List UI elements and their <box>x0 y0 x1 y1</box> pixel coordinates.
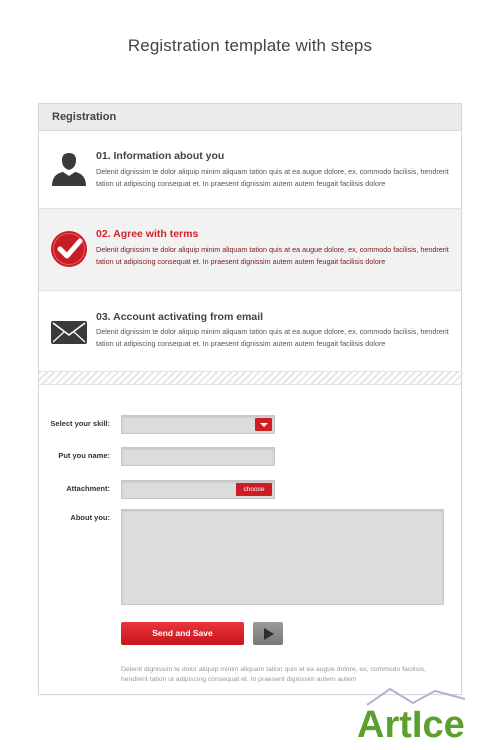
play-icon[interactable] <box>253 622 283 645</box>
step-description: Delenit dignissim te dolor aliquip minim aliquam tation quis at ea augue dolore, ex, commodo facilisis, hendrerit tation ut adipiscing consequat et. In praesent dignissim autem autem feugait facilisis dolore <box>96 327 449 348</box>
attachment-label: Attachment: <box>66 484 110 493</box>
step-title: 03. Account activating from email <box>96 311 264 323</box>
page-title: Registration template with steps <box>127 36 373 55</box>
user-icon <box>49 148 89 188</box>
step-description: Delenit dignissim te dolor aliquip minim aliquam tation quis at ea augue dolore, ex, commodo facilisis, hendrerit tation ut adipiscing consequat et. In praesent dignissim autem autem feugait facilisis dolore <box>96 245 449 266</box>
svg-text:ArtIce: ArtIce <box>357 704 465 743</box>
send-and-save-button[interactable]: Send and Save <box>121 622 244 645</box>
choose-button[interactable]: choose <box>236 483 272 496</box>
step-account-activation[interactable] <box>39 291 461 371</box>
envelope-icon <box>49 312 89 352</box>
registration-form <box>39 385 461 685</box>
step-title: 02. Agree with terms <box>96 228 199 240</box>
step-title: 01. Information about you <box>96 150 225 162</box>
artice-logo <box>355 683 495 743</box>
registration-panel <box>38 103 462 695</box>
checkmark-icon <box>49 229 89 269</box>
name-input[interactable] <box>121 447 275 466</box>
skill-select[interactable] <box>121 415 275 434</box>
chevron-down-icon[interactable] <box>255 418 272 431</box>
step-information[interactable] <box>39 131 461 209</box>
form-footnote: Delenit dignissim te dolor aliquip minim aliquam tation quis at ea augue dolore, ex, commodo facilisis, hendrerit tation ut adipiscing consequat et. In praesent dignissim autem autem <box>121 666 426 683</box>
panel-header: Registration <box>39 104 461 131</box>
skill-label: Select your skill: <box>50 419 110 428</box>
name-label: Put you name: <box>58 451 110 460</box>
step-agree-terms[interactable] <box>39 209 461 291</box>
about-label: About you: <box>70 513 110 522</box>
divider-stripe <box>39 371 461 385</box>
step-description: Delenit dignissim te dolor aliquip minim aliquam tation quis at ea augue dolore, ex, commodo facilisis, hendrerit tation ut adipiscing consequat et. In praesent dignissim autem autem feugait facilisis dolore <box>96 167 449 188</box>
about-textarea[interactable] <box>121 509 444 605</box>
attachment-input[interactable] <box>121 480 275 499</box>
